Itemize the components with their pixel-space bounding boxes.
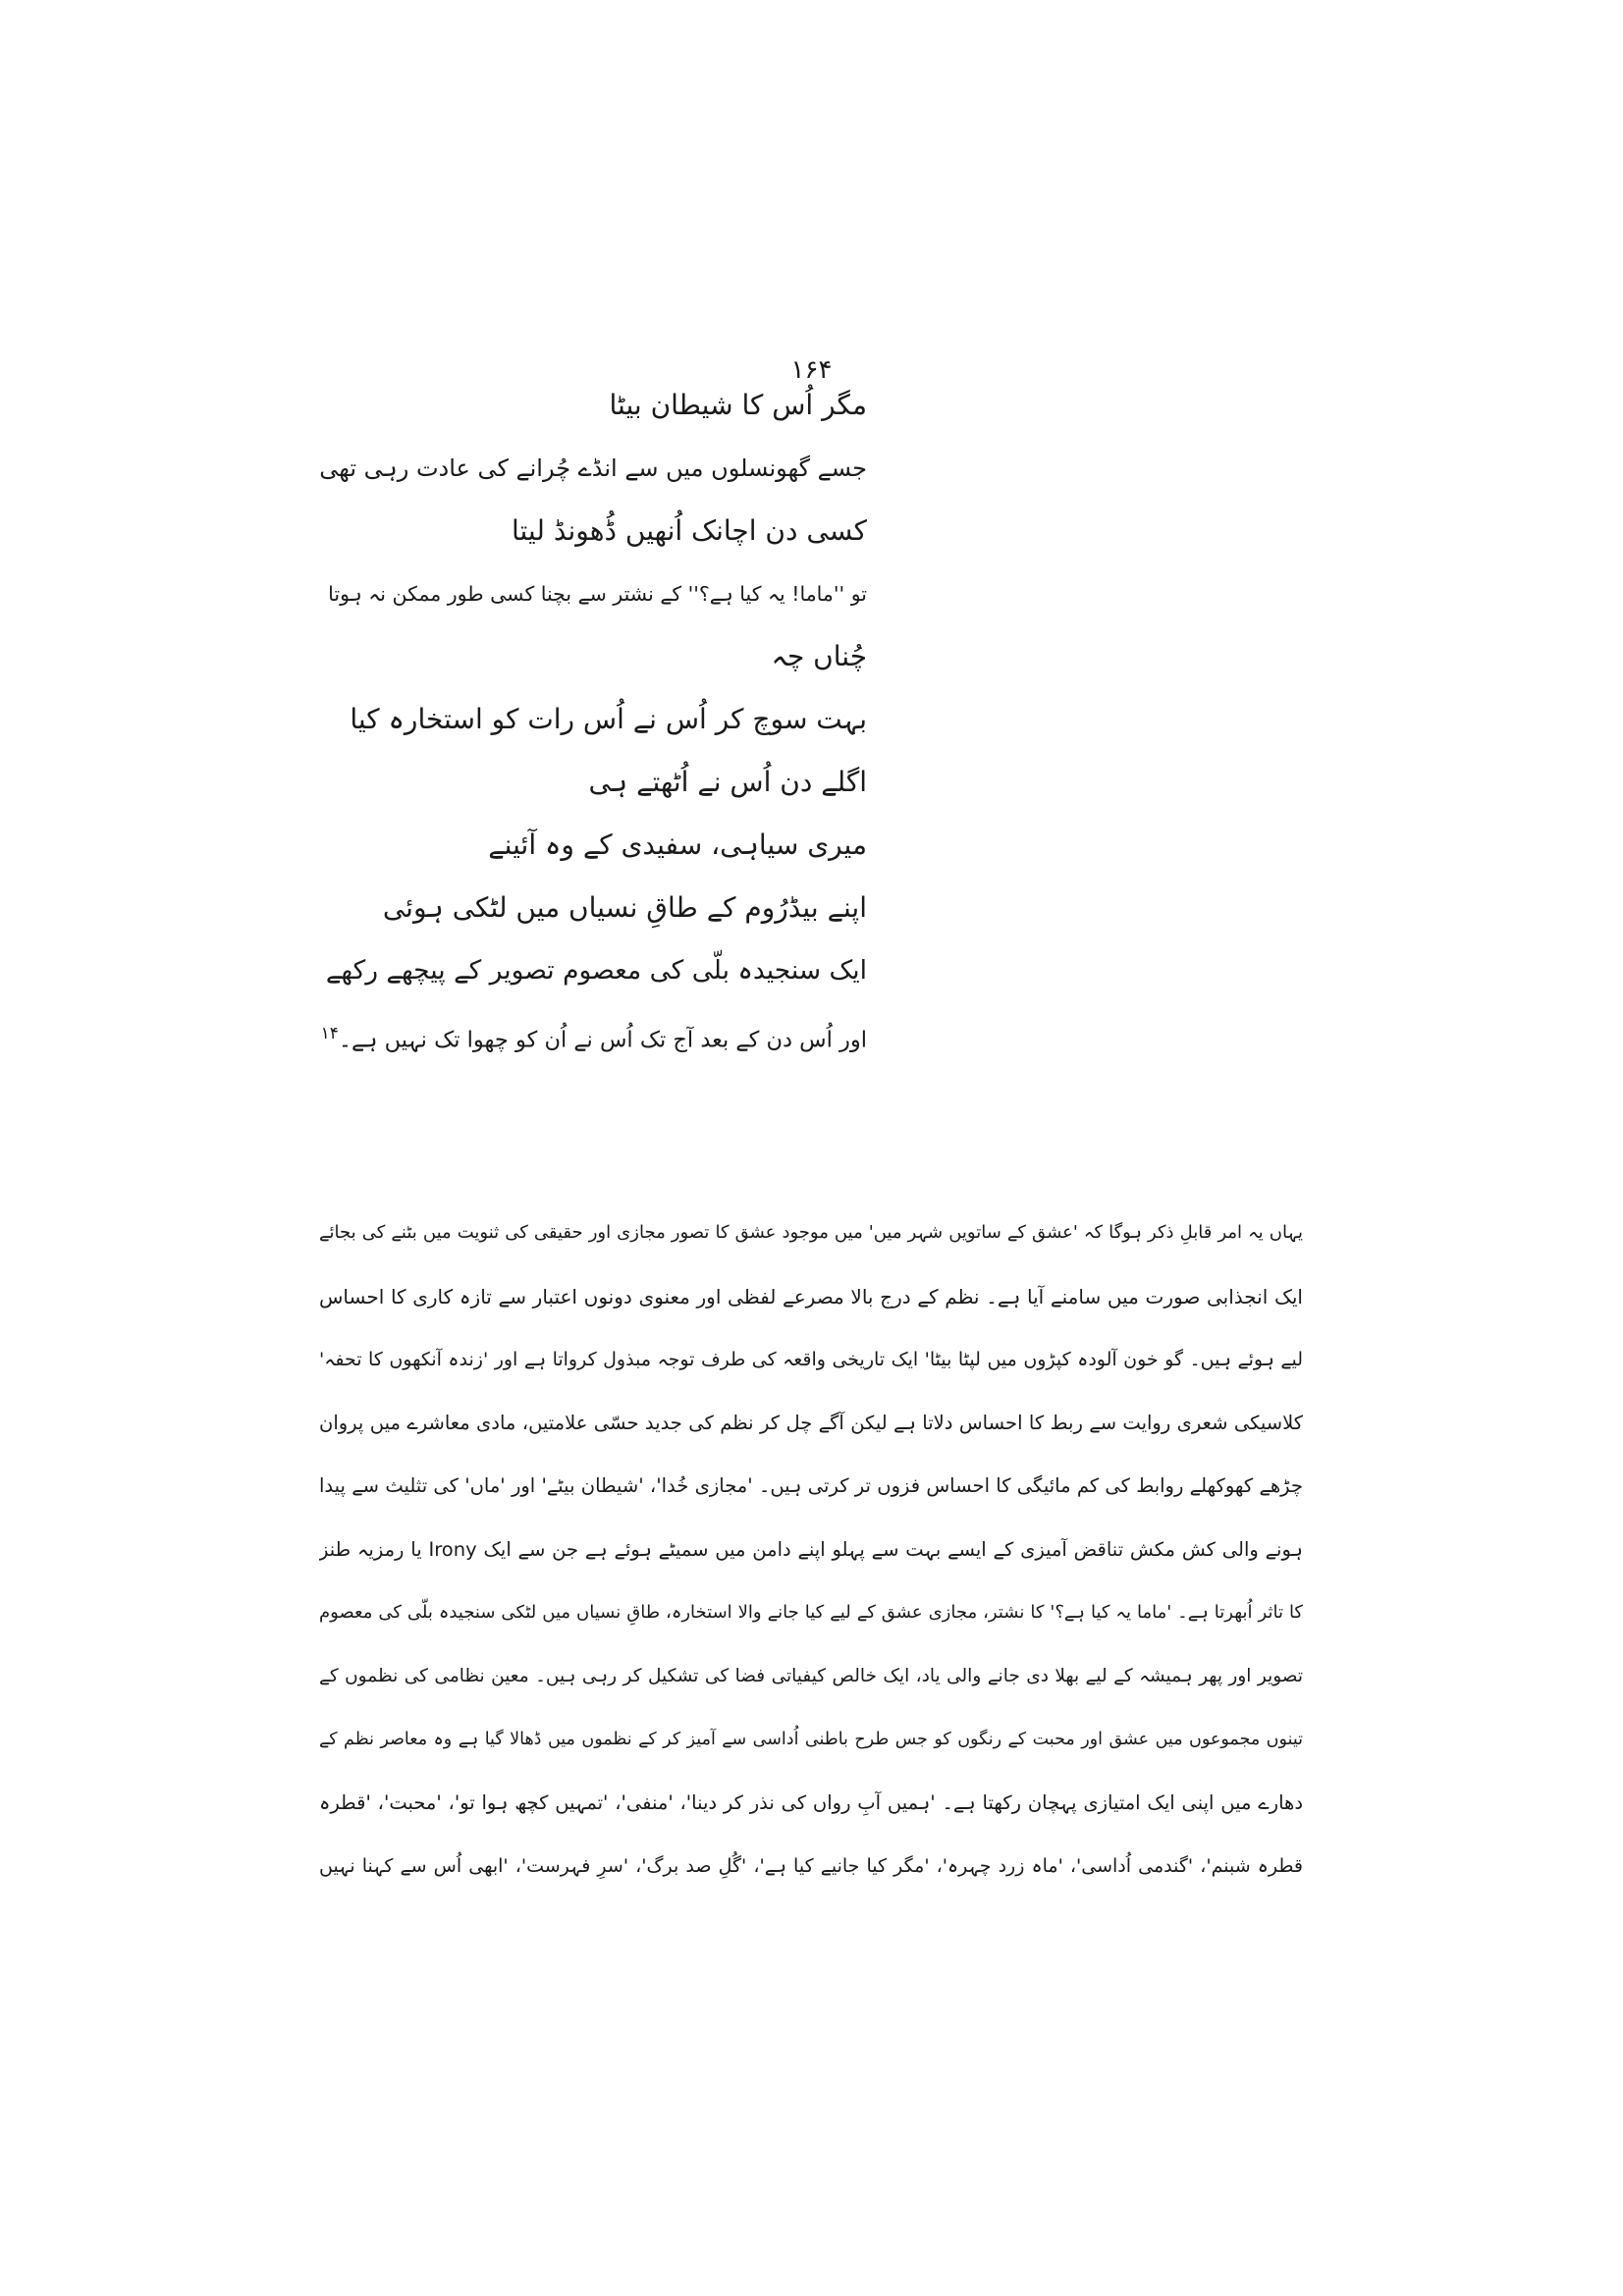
- prose-line: ایک انجذابی صورت میں سامنے آیا ہے۔ نظم کے درج بالا مصرعے لفظی اور معنوی دونوں اعتبار سے تازہ کاری کا احساس: [319, 1284, 1303, 1308]
- poem-line: بہت سوچ کر اُس نے اُس رات کو استخارہ کیا: [350, 703, 867, 735]
- prose-paragraph: [319, 1215, 1303, 1912]
- footnote-marker[interactable]: ۱۴: [320, 1024, 339, 1043]
- prose-line: تینوں مجموعوں میں عشق اور محبت کے رنگوں کو جس طرح باطنی اُداسی سے آمیز کر کے نظموں میں ڈھالا گیا ہے وہ معاصر نظم کے: [319, 1730, 1303, 1749]
- prose-line: قطرہ شبنم'، 'گندمی اُداسی'، 'ماہ زرد چہرہ'، 'مگر کیا جانیے کیا ہے'، 'گُلِ صد برگ'، 'سرِ فہرست'، 'ابھی اُس سے کہنا نہیں: [319, 1855, 1303, 1877]
- page-number: ۱۶۴: [790, 355, 833, 385]
- poem-line-text: اور اُس دن کے بعد آج تک اُس نے اُن کو چھوا تک نہیں ہے۔: [338, 1027, 867, 1053]
- prose-line: کا تاثر اُبھرتا ہے۔ 'ماما یہ کیا ہے؟' کا نشتر، مجازی عشق کے لیے کیا جانے والا استخارہ، طاقِ نسیاں میں لٹکی سنجیدہ بلّی کی معصوم: [319, 1602, 1303, 1623]
- prose-line: لیے ہوئے ہیں۔ گو خون آلودہ کپڑوں میں لپٹا بیٹا' ایک تاریخی واقعہ کی طرف توجہ مبذول کرواتا ہے اور 'زندہ آنکھوں کا تحفہ': [319, 1349, 1303, 1370]
- poem-line: اگلے دن اُس نے اُٹھتے ہی: [588, 766, 867, 798]
- prose-line: تصویر اور پھر ہمیشہ کے لیے بھلا دی جانے والی یاد، ایک خالص کیفیاتی فضا کی تشکیل کر رہی ہیں۔ معین نظامی کی نظموں کے: [319, 1665, 1303, 1686]
- poem-line: مگر اُس کا شیطان بیٹا: [609, 389, 867, 421]
- poem-line: اپنے بیڈرُوم کے طاقِ نسیاں میں لٹکی ہوئی: [382, 891, 867, 924]
- prose-line: ہونے والی کش مکش تناقض آمیزی کے ایسے بہت سے پہلو اپنے دامن میں سمیٹے ہوئے ہے جن سے ایک Irony یا رمزیہ طنز: [319, 1537, 1303, 1561]
- poem-line: ایک سنجیدہ بلّی کی معصوم تصویر کے پیچھے رکھے: [325, 955, 867, 986]
- prose-line: چڑھے کھوکھلے روابط کی کم مائیگی کا احساس فزوں تر کرتی ہیں۔ 'مجازی خُدا'، 'شیطان بیٹے' اور 'ماں' کی تثلیث سے پیدا: [319, 1474, 1303, 1497]
- poem-line: چُناں چہ: [771, 640, 867, 672]
- poem-line: میری سیاہی، سفیدی کے وہ آئینے: [488, 828, 867, 861]
- prose-line: یہاں یہ امر قابلِ ذکر ہوگا کہ 'عشق کے ساتویں شہر میں' میں موجود عشق کا تصور مجازی اور حقیقی کی ثنویت میں بٹنے کی بجائے: [319, 1222, 1303, 1243]
- poem-line: تو ''ماما! یہ کیا ہے؟'' کے نشتر سے بچنا کسی طور ممکن نہ ہوتا: [328, 582, 867, 606]
- prose-line: کلاسیکی شعری روایت سے ربط کا احساس دلاتا ہے لیکن آگے چل کر نظم کی جدید حسّی علامتیں، مادی معاشرے میں پروان: [319, 1411, 1303, 1434]
- poem-line: جسے گھونسلوں میں سے انڈے چُرانے کی عادت رہی تھی: [319, 454, 867, 482]
- prose-line: دھارے میں اپنی ایک امتیازی پہچان رکھتا ہے۔ 'ہمیں آبِ رواں کی نذر کر دینا'، 'منفی'، 'تمہیں کچھ ہوا تو'، 'محبت'، 'قطرہ: [319, 1790, 1303, 1814]
- poem-block: [317, 388, 867, 1079]
- poem-line: کسی دن اچانک اُنھیں ڈُھونڈ لیتا: [511, 514, 867, 547]
- poem-line-last: [317, 1016, 867, 1051]
